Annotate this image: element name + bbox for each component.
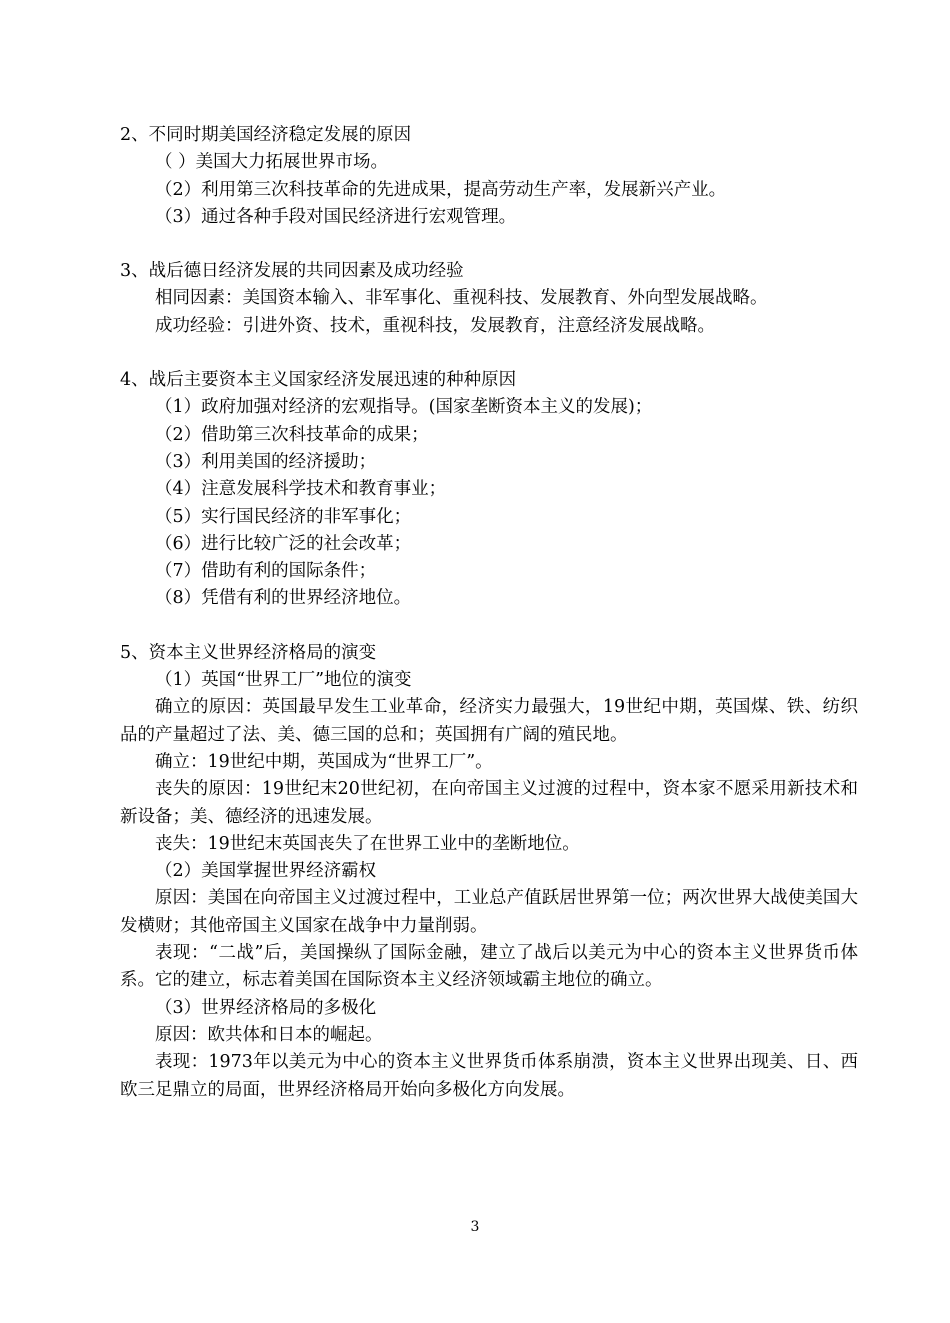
section-title: 5、资本主义世界经济格局的演变 xyxy=(120,642,377,663)
paragraph: 丧失的原因：19世纪末20世纪初，在向帝国主义过渡的过程中，资本家不愿采用新技术和新设备；美、德经济的迅速发展。 xyxy=(120,779,858,827)
paragraph: 相同因素：美国资本输入、非军事化、重视科技、发展教育、外向型发展战略。 xyxy=(155,288,768,309)
section-3 xyxy=(120,258,858,340)
list-item: （2）借助第三次科技革命的成果； xyxy=(155,424,429,445)
paragraph: 表现：“二战”后，美国操纵了国际金融，建立了战后以美元为中心的资本主义世界货币体系。它的建立，标志着美国在国际资本主义经济领域霸主地位的确立。 xyxy=(120,943,858,991)
section-5 xyxy=(120,640,858,1104)
paragraph: 确立：19世纪中期，英国成为“世界工厂”。 xyxy=(155,751,493,772)
list-item: （5）实行国民经济的非军事化； xyxy=(155,506,412,527)
list-item: （8）凭借有利的世界经济地位。 xyxy=(155,588,412,609)
list-item: （7）借助有利的国际条件； xyxy=(155,561,377,582)
subsection-title: （1）英国“世界工厂”地位的演变 xyxy=(155,670,412,691)
list-item: （3）通过各种手段对国民经济进行宏观管理。 xyxy=(155,206,517,227)
list-item: （2）利用第三次科技革命的先进成果，提高劳动生产率，发展新兴产业。 xyxy=(155,179,727,200)
paragraph: 确立的原因：英国最早发生工业革命，经济实力最强大，19世纪中期，英国煤、铁、纺织品的产量超过了法、美、德三国的总和；英国拥有广阔的殖民地。 xyxy=(120,697,858,745)
paragraph: 成功经验：引进外资、技术，重视科技，发展教育，注意经济发展战略。 xyxy=(155,315,715,336)
paragraph: 丧失：19世纪末英国丧失了在世界工业中的垄断地位。 xyxy=(155,833,580,854)
page-number: 3 xyxy=(470,1219,480,1235)
list-item: （6）进行比较广泛的社会改革； xyxy=(155,533,412,554)
paragraph: 原因：欧共体和日本的崛起。 xyxy=(155,1024,383,1045)
section-2 xyxy=(120,122,858,231)
section-title: 3、战后德日经济发展的共同因素及成功经验 xyxy=(120,261,464,282)
list-item: （3）利用美国的经济援助； xyxy=(155,451,377,472)
paragraph: 原因：美国在向帝国主义过渡过程中，工业总产值跃居世界第一位；两次世界大战使美国大发横财；其他帝国主义国家在战争中力量削弱。 xyxy=(120,888,858,936)
document-body xyxy=(120,122,858,1104)
paragraph: 表现：1973年以美元为中心的资本主义世界货币体系崩溃，资本主义世界出现美、日、西欧三足鼎立的局面，世界经济格局开始向多极化方向发展。 xyxy=(120,1052,858,1100)
section-title: 2、不同时期美国经济稳定发展的原因 xyxy=(120,125,412,145)
subsection-title: （2）美国掌握世界经济霸权 xyxy=(155,861,377,882)
list-item: （4）注意发展科学技术和教育事业； xyxy=(155,479,447,500)
section-4 xyxy=(120,367,858,613)
list-item: （1）政府加强对经济的宏观指导。(国家垄断资本主义的发展)； xyxy=(155,397,653,418)
section-title: 4、战后主要资本主义国家经济发展迅速的种种原因 xyxy=(120,370,517,391)
subsection-title: （3）世界经济格局的多极化 xyxy=(155,997,377,1018)
list-item: （ ）美国大力拓展世界市场。 xyxy=(155,152,389,173)
